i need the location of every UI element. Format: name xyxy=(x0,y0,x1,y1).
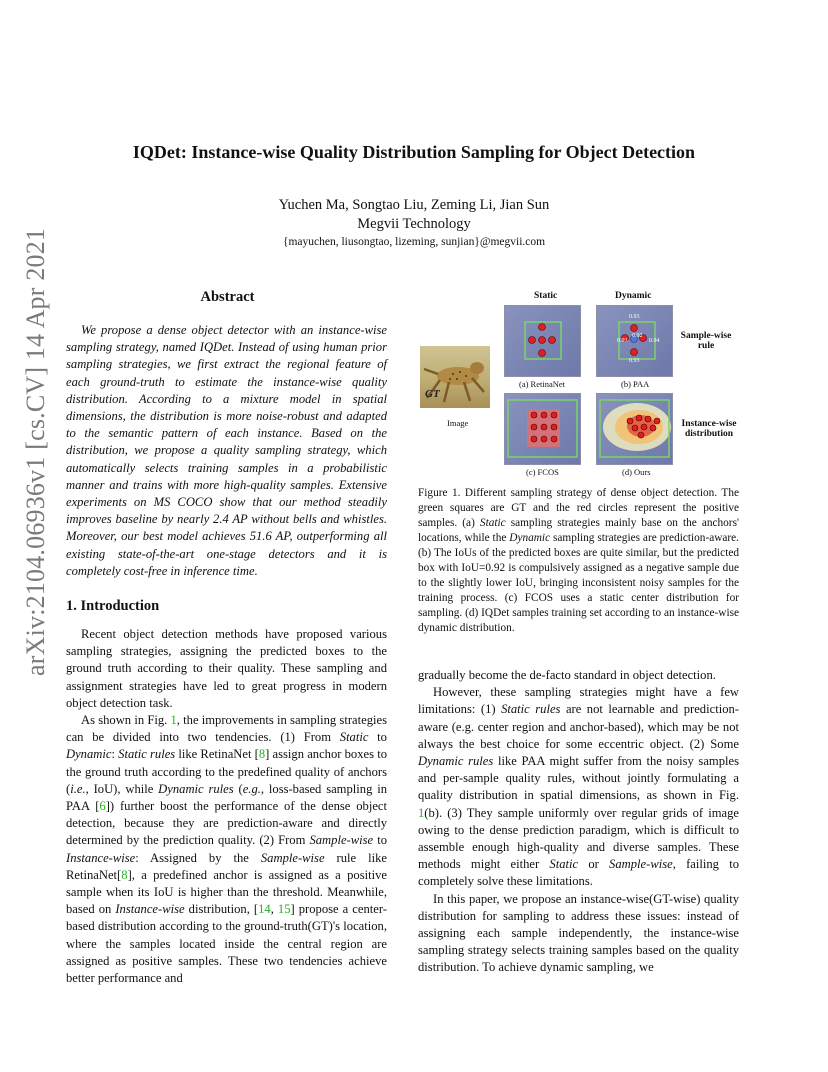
figure-link[interactable]: 1 xyxy=(418,805,425,820)
iou-right: 0.94 xyxy=(649,338,660,344)
panel-retinanet xyxy=(504,305,581,377)
citation-link[interactable]: 14 xyxy=(258,902,271,917)
figure-column-static: Static xyxy=(534,291,558,301)
abstract-text: We propose a dense object detector with an instance-wise sampling strategy, named IQDet. Instead of using human prior sampling strategies, we first extract the regional feature of each ground-truth to estimate the instance-wise quality distribution. According to a mixture model in spatial dimensions, the distribution is more noise-robust and adapted to the semantic pattern of each instance. Based on the distribution, we propose a quality sampling strategy, which automatically selects training samples in a probabilistic manner and trains with more high-quality samples. Extensive experiments on MS COCO show that our method steadily improves baseline by nearly 2.4 AP without bells and whistles. Moreover, our best model achieves 51.6 AP, outperforming all existing state-of-the-art one-stage detectors and it is completely cost-free in inference time. xyxy=(66,323,387,578)
citation-link[interactable]: 8 xyxy=(121,867,128,882)
iou-top: 0.93 xyxy=(629,314,640,320)
figure-1 xyxy=(418,288,764,480)
introduction-heading: 1. Introduction xyxy=(66,598,160,614)
panel-ours xyxy=(596,393,673,465)
iou-center: 0.92 xyxy=(632,333,643,339)
iou-bottom: 0.93 xyxy=(629,358,640,364)
right-paragraph-0: gradually become the de-facto standard in object detection. xyxy=(418,668,716,682)
paper-title: IQDet: Instance-wise Quality Distribution Sampling for Object Detection xyxy=(132,142,696,162)
label-fcos: (c) FCOS xyxy=(526,467,559,477)
panel-fcos xyxy=(504,393,581,465)
figure-column-dynamic: Dynamic xyxy=(615,291,652,301)
affiliation: Megvii Technology xyxy=(357,216,471,232)
row-label-instancewise: Instance-wise distribution xyxy=(681,419,737,439)
right-column-body xyxy=(418,667,739,977)
label-retinanet: (a) RetinaNet xyxy=(519,379,566,389)
intro-paragraph-2: As shown in Fig. 1, the improvements in sampling strategies can be divided into two tendencies. (1) From Static to Dynamic: Static rules like RetinaNet [8] assign anchor boxes to the ground truth according to the predefined quality of anchors (i.e., IoU), while Dynamic rules (e.g., loss-based sampling in PAA [6]) further boost the performance of the dense object detection, because they are prediction-aware and directly determined by the prediction quality. (2) From Sample-wise to Instance-wise: Assigned by the Sample-wise rule like RetinaNet[8], a predefined anchor is assigned as a positive sample when its IoU is higher than the threshold. Meanwhile, based on Instance-wise distribution, [14, 15] propose a center-based distribution according to the ground-truth(GT)'s location, where the samples located inside the central region are assigned as positive samples. These two tendencies achieve better performance and xyxy=(66,713,388,986)
fcos-diagram xyxy=(505,394,580,464)
right-paragraph-2: In this paper, we propose an instance-wise(GT-wise) quality distribution for sampling to address these issues: instead of assigning each sample independently, the instance-wise sampling strategy selects training samples based on the quality distribution. To achieve dynamic sampling, we xyxy=(418,891,739,975)
gt-label: GT xyxy=(425,388,440,400)
figure-1-caption: Figure 1. Different sampling strategy of dense object detection. The green squares are GT and the red circles represent the positive samples. (a) Static sampling strategies mainly base on the anchors' locations, while the Dynamic sampling strategies are prediction-aware. (b) The IoUs of the predicted boxes are quite similar, but the predicted box with IoU=0.92 is compulsively assigned as a negative sample due to the slightly lower IoU, bringing inconsistent noisy samples for the training process. (c) FCOS uses a static center distribution for sampling. (d) IQDet samples training set according to an instance-wise dynamic distribution. xyxy=(418,487,739,634)
author-list: Yuchen Ma, Songtao Liu, Zeming Li, Jian Sun xyxy=(278,197,550,213)
ours-diagram xyxy=(597,394,672,464)
label-paa: (b) PAA xyxy=(621,379,650,389)
citation-link[interactable]: 15 xyxy=(277,902,291,917)
label-ours: (d) Ours xyxy=(622,467,651,477)
image-caption-label: Image xyxy=(447,418,469,428)
input-image xyxy=(420,346,490,408)
citation-link[interactable]: 8 xyxy=(258,747,266,762)
iou-left: 0.93 xyxy=(617,338,628,344)
panel-paa xyxy=(596,305,673,377)
introduction-body xyxy=(66,626,387,987)
author-emails: {mayuchen, liusongtao, lizeming, sunjian}@megvii.com xyxy=(282,236,546,248)
arxiv-identifier: arXiv:2104.06936v1 [cs.CV] 14 Apr 2021 xyxy=(21,227,50,676)
right-paragraph-1: However, these sampling strategies might have a few limitations: (1) Static rules are not learnable and prediction-aware (e.g. center region and anchor-based), which may be not always the best choice for some eccentric object. (2) Some Dynamic rules like PAA might suffer from the noisy samples and per-sample quality rules, without jointly formulating a quality distribution in spatial dimensions, as shown in Fig. 1(b). (3) They sample uniformly over regular grids of image owing to the dense prediction paradigm, which is difficult to assemble enough high-quality and diverse samples. These methods might either Static or Sample-wise, failing to completely solve these limitations. xyxy=(418,685,739,889)
figure-link[interactable]: 1 xyxy=(170,713,177,728)
row-label-samplewise: Sample-wise rule xyxy=(680,331,732,351)
citation-link[interactable]: 6 xyxy=(99,799,106,814)
retinanet-diagram xyxy=(505,306,580,376)
abstract-heading: Abstract xyxy=(200,289,255,305)
intro-paragraph-1: Recent object detection methods have proposed various sampling strategies, assigning the predicted boxes to the ground truth according to their quality. These sampling and assignment strategies have led to great progress in modern object detection task. xyxy=(66,627,387,710)
abstract-body xyxy=(66,322,387,580)
